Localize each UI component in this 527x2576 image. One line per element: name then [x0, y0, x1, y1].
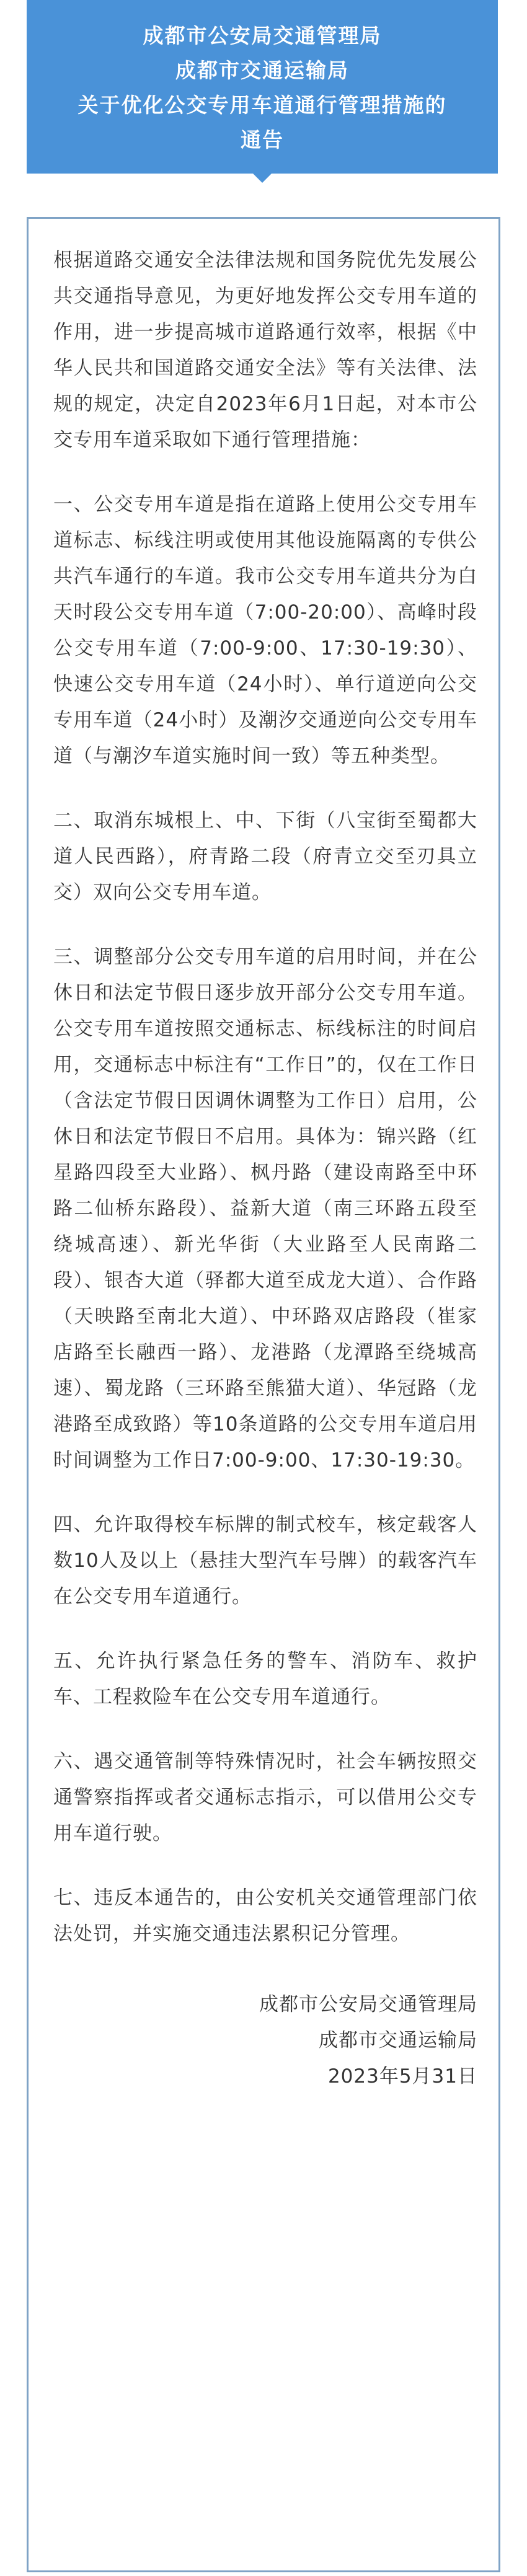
signature-org-1: 成都市公安局交通管理局	[259, 1993, 477, 2016]
signature-block	[53, 1987, 477, 2094]
clause-6: 六、遇交通管制等特殊情况时，社会车辆按照交通警察指挥或者交通标志指示，可以借用公交专用车道行驶。	[53, 1750, 477, 1845]
signature-org-2: 成都市交通运输局	[319, 2029, 477, 2052]
title-line-2: 成都市交通运输局	[175, 58, 349, 82]
clause-3: 三、调整部分公交专用车道的启用时间，并在公休日和法定节假日逐步放开部分公交专用车道。公交专用车道按照交通标志、标线标注的时间启用，交通标志中标注有“工作日”的，仅在工作日（含法定节假日因调休调整为工作日）启用，公休日和法定节假日不启用。具体为：锦兴路（红星路四段至大业路）、枫丹路（建设南路至中环路二仙桥东路段）、益新大道（南三环路五段至绕城高速）、新光华街（大业路至人民南路二段）、银杏大道（驿都大道至成龙大道）、合作路（天映路至南北大道）、中环路双店路段（崔家店路至长融西一路）、龙港路（龙潭路至绕城高速）、蜀龙路（三环路至熊猫大道）、华冠路（龙港路至成致路）等10条道路的公交专用车道启用时间调整为工作日7:00-9:00、17:30-19:30。	[53, 946, 477, 1471]
clause-4: 四、允许取得校车标牌的制式校车，核定载客人数10人及以上（悬挂大型汽车号牌）的载客汽车在公交专用车道通行。	[53, 1514, 477, 1608]
clause-1: 一、公交专用车道是指在道路上使用公交专用车道标志、标线注明或使用其他设施隔离的专供公共汽车通行的车道。我市公交专用车道共分为白天时段公交专用车道（7:00-20:00）、高峰时段公交专用车道（7:00-9:00、17:30-19:30）、快速公交专用车道（24小时）、单行道逆向公交专用车道（24小时）及潮汐交通逆向公交专用车道（与潮汐车道实施时间一致）等五种类型。	[53, 493, 477, 767]
signature-date: 2023年5月31日	[327, 2065, 477, 2088]
notice-content-box	[27, 217, 500, 2572]
title-banner	[27, 0, 498, 174]
intro-paragraph: 根据道路交通安全法律法规和国务院优先发展公共交通指导意见，为更好地发挥公交专用车道的作用，进一步提高城市道路通行效率，根据《中华人民共和国道路交通安全法》等有关法律、法规的规定，决定自2023年6月1日起，对本市公交专用车道采取如下通行管理措施：	[53, 249, 477, 451]
title-line-4: 通告	[241, 128, 284, 152]
clause-5: 五、允许执行紧急任务的警车、消防车、救护车、工程救险车在公交专用车道通行。	[53, 1650, 477, 1708]
clause-7: 七、违反本通告的，由公安机关交通管理部门依法处罚，并实施交通违法累积记分管理。	[53, 1887, 477, 1945]
title-line-1: 成都市公安局交通管理局	[143, 24, 382, 48]
title-line-3: 关于优化公交专用车道通行管理措施的	[78, 93, 447, 117]
notice-body	[53, 242, 477, 2094]
clause-2: 二、取消东城根上、中、下街（八宝街至蜀都大道人民西路），府青路二段（府青立交至刃具立交）双向公交专用车道。	[53, 809, 477, 904]
